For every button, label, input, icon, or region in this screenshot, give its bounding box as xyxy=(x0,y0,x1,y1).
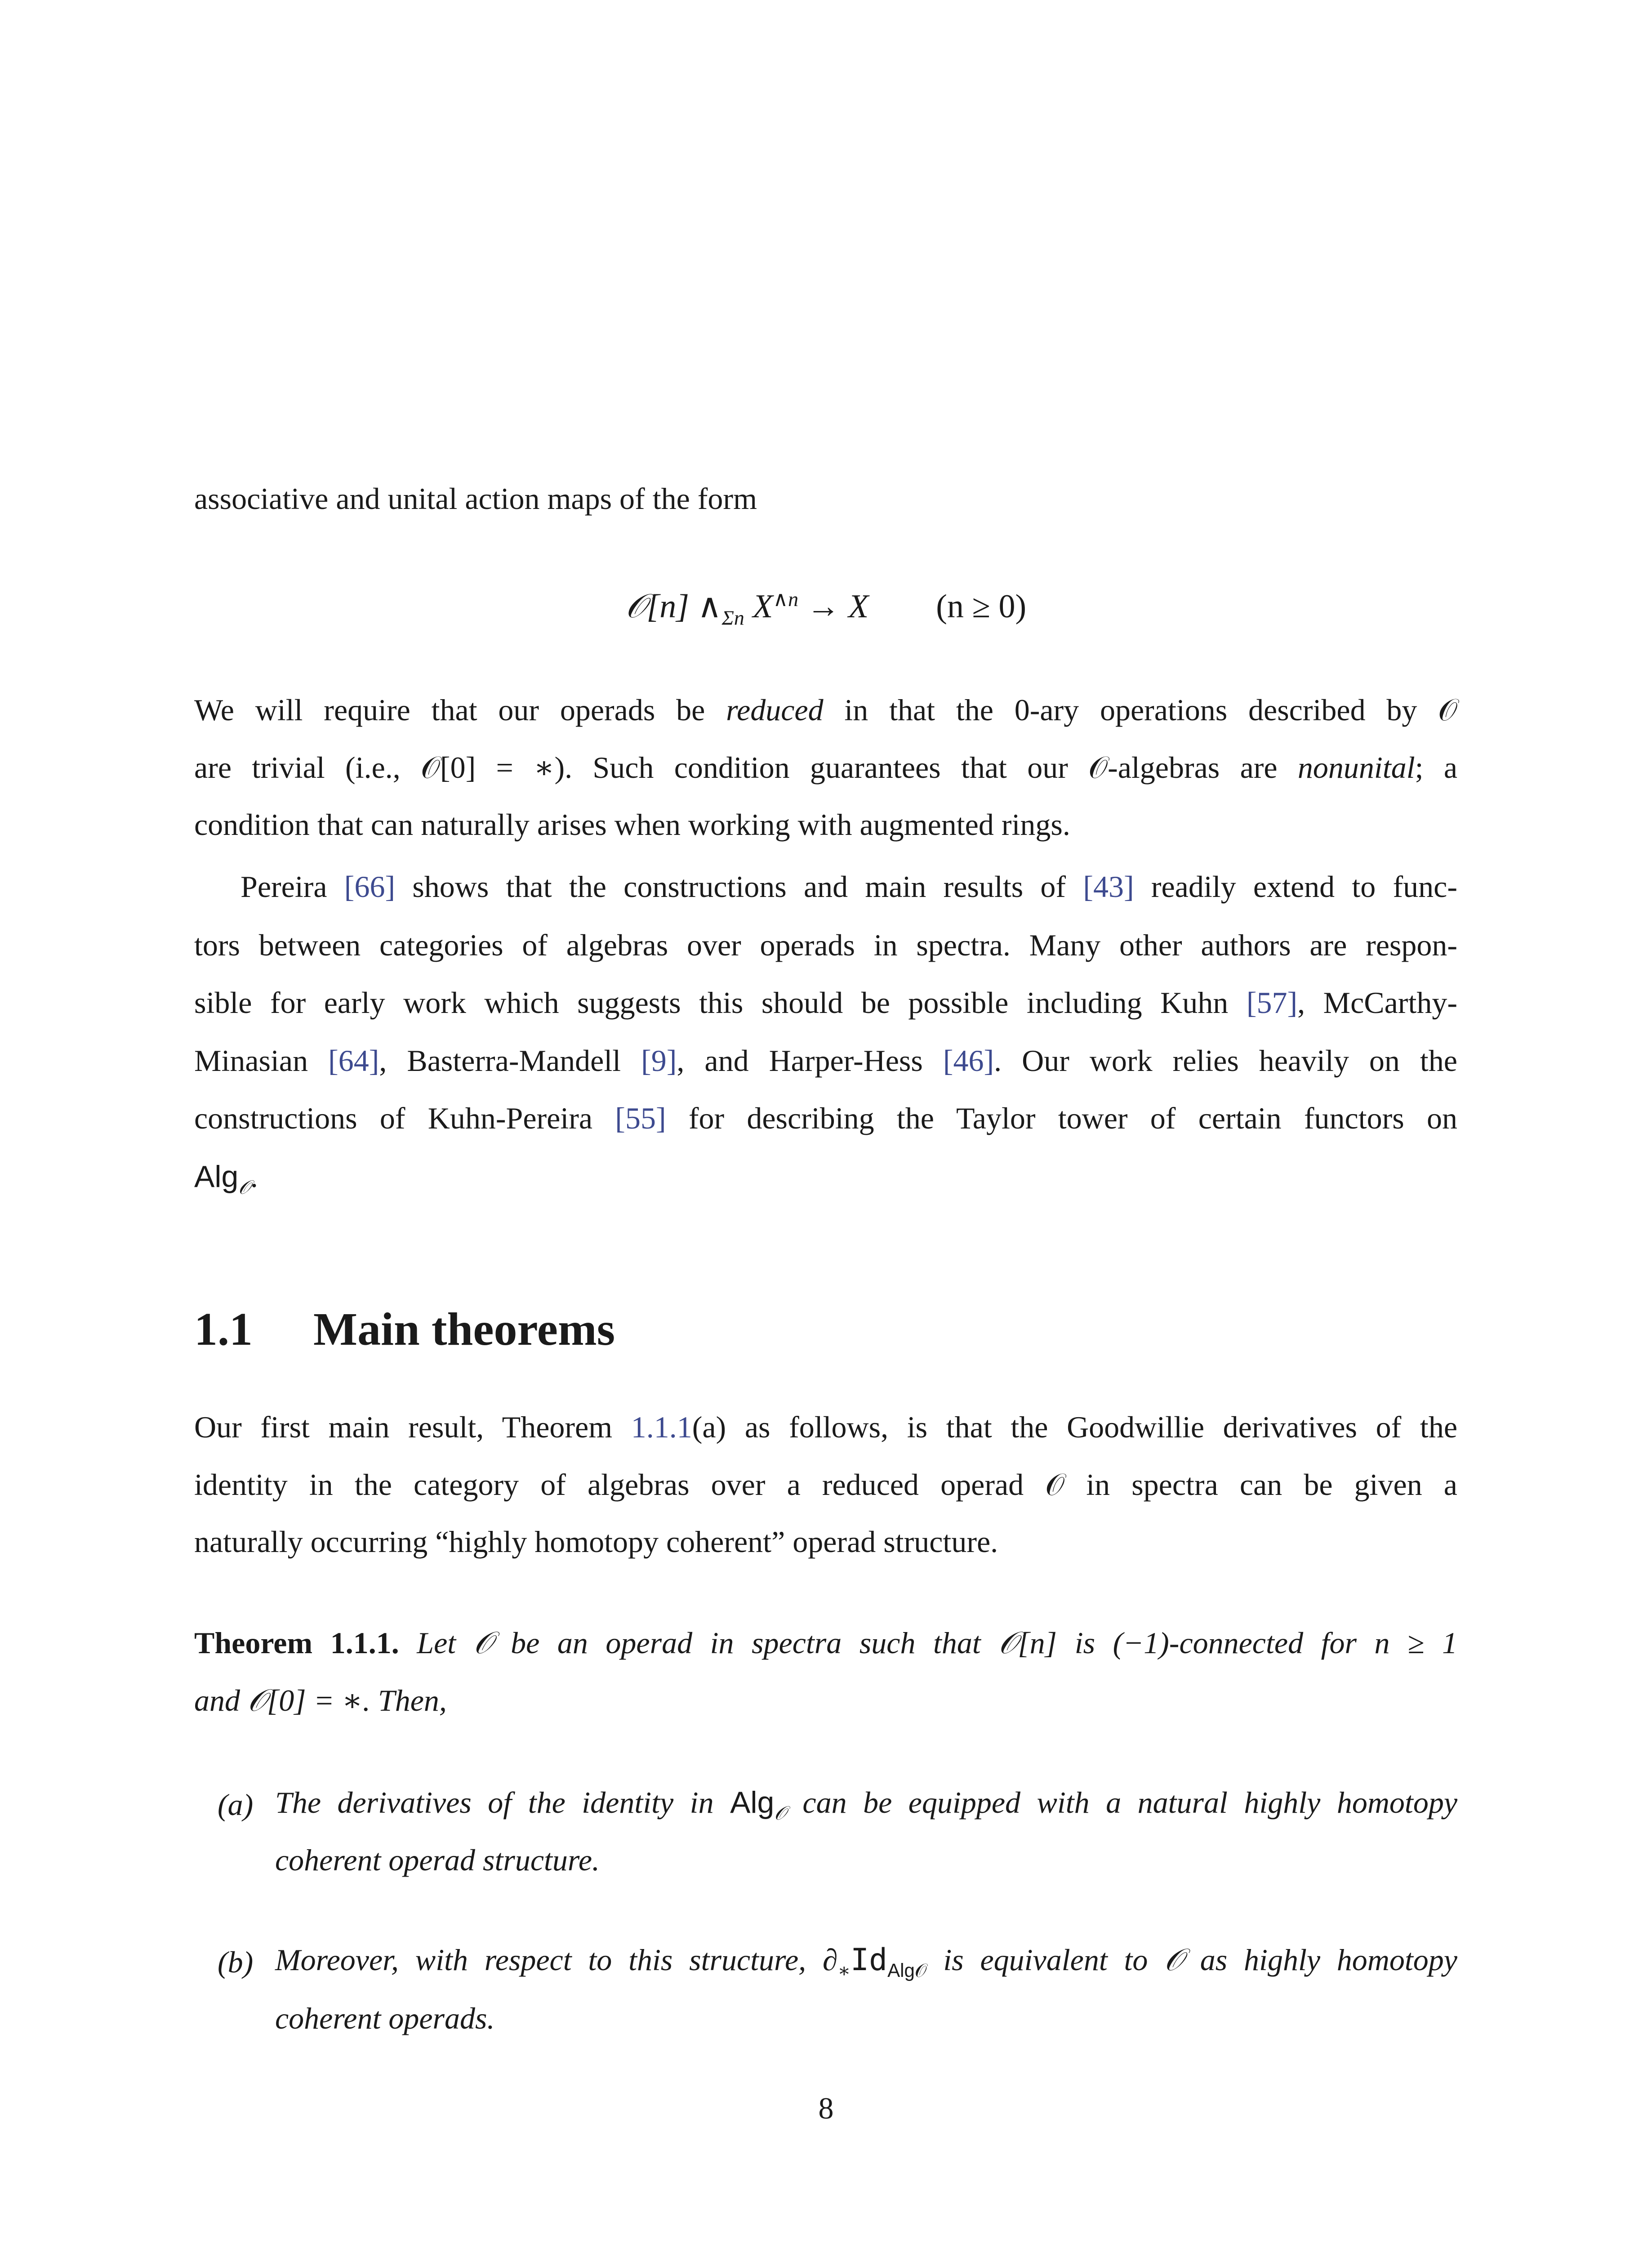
text-span: (a) as follows, is that the Goodwillie derivatives of the xyxy=(692,1410,1457,1444)
text-span: for describing the Taylor tower of certain functors on xyxy=(666,1101,1457,1135)
text-span: identity in the category of algebras over a reduced operad 𝒪 in spectra can be given a xyxy=(194,1467,1457,1502)
display-equation xyxy=(0,589,1652,628)
text-span: coherent operads. xyxy=(275,2001,495,2035)
text-span: Moreover, with respect to this structure, ∂ xyxy=(275,1943,838,1977)
citation-link[interactable]: [43] xyxy=(1083,870,1134,904)
reduced-line-2 xyxy=(194,752,1457,783)
item-a-label: (a) xyxy=(218,1788,254,1822)
citation-link[interactable]: [66] xyxy=(344,870,396,904)
text-span: readily extend to func- xyxy=(1134,870,1457,904)
text-span: , Basterra-Mandell xyxy=(379,1044,641,1078)
reduced-line-1 xyxy=(194,695,1457,725)
section-heading xyxy=(194,1303,615,1355)
citation-link[interactable]: [46] xyxy=(943,1044,994,1078)
text-span: sible for early work which suggests this should be possible including Kuhn xyxy=(194,986,1247,1020)
eq-subscript: Σn xyxy=(721,606,744,629)
theorem-ref-link[interactable]: 1.1.1 xyxy=(631,1410,692,1444)
text-span: Our first main result, Theorem xyxy=(194,1410,631,1444)
text-span: can be equipped with a natural highly homotopy xyxy=(786,1785,1458,1820)
citation-link[interactable]: [57] xyxy=(1246,986,1298,1020)
text-span: Minasian xyxy=(194,1044,329,1078)
text-span: coherent operad structure. xyxy=(275,1843,600,1877)
text-span: ; a xyxy=(1415,750,1458,785)
pereira-line-4 xyxy=(194,1045,1457,1076)
intro-line xyxy=(194,483,1457,514)
text-span: associative and unital action maps of the form xyxy=(194,482,757,516)
id-subscript: Alg𝒪 xyxy=(887,1959,927,1981)
emphasis-nonunital: nonunital xyxy=(1297,750,1415,785)
text-span: are trivial (i.e., 𝒪[0] = ∗). Such condition guarantees that our 𝒪-algebras are xyxy=(194,750,1298,785)
citation-link[interactable]: [55] xyxy=(615,1101,666,1135)
text-span: tors between categories of algebras over operads in spectra. Many other authors are respon- xyxy=(194,928,1457,962)
citation-link[interactable]: [64] xyxy=(328,1044,379,1078)
emphasis-reduced: reduced xyxy=(726,693,824,727)
text-span: condition that can naturally arises when working with augmented rings. xyxy=(194,807,1070,842)
item-a-line-2 xyxy=(275,1845,1457,1875)
theorem-label: Theorem 1.1.1. xyxy=(194,1626,399,1660)
item-b-line-2 xyxy=(275,2003,1457,2034)
text-span: Let 𝒪 be an operad in spectra such that 𝒪[n] is (−1)-connected for n ≥ 1 xyxy=(399,1626,1457,1660)
item-a-line-1 xyxy=(275,1787,1457,1823)
text-span: shows that the constructions and main results of xyxy=(395,870,1083,904)
alg-symbol: Alg xyxy=(194,1160,239,1194)
alg-subscript: 𝒪 xyxy=(238,1177,250,1198)
pereira-line-5 xyxy=(194,1103,1457,1133)
eq-superscript: ∧n xyxy=(773,588,799,611)
text-span: constructions of Kuhn-Pereira xyxy=(194,1101,615,1135)
section-number: 1.1 xyxy=(194,1303,253,1355)
partial-subscript: ∗ xyxy=(837,1960,851,1981)
text-span: is equivalent to 𝒪 as highly homotopy xyxy=(926,1943,1457,1977)
section-title: Main theorems xyxy=(313,1303,615,1355)
text-span: naturally occurring “highly homotopy coherent” operad structure. xyxy=(194,1525,998,1559)
alg-subscript: 𝒪 xyxy=(774,1802,786,1824)
text-span: and 𝒪[0] = ∗. Then, xyxy=(194,1683,447,1717)
text-span: We will require that our operads be xyxy=(194,693,726,727)
text-span: , McCarthy- xyxy=(1297,986,1457,1020)
alg-symbol: Alg xyxy=(730,1785,775,1820)
theorem-line-2 xyxy=(194,1685,1457,1716)
main-line-2 xyxy=(194,1469,1457,1500)
eq-lhs: 𝒪[n] ∧ xyxy=(625,588,722,625)
text-span: in that the 0-ary operations described by 𝒪 xyxy=(823,693,1457,727)
text-span: The derivatives of the identity in xyxy=(275,1785,730,1820)
pereira-line-6 xyxy=(194,1161,1457,1197)
page-number: 8 xyxy=(818,2091,834,2125)
text-span: . xyxy=(250,1160,258,1194)
main-line-3 xyxy=(194,1526,1457,1557)
text-span: Pereira xyxy=(240,870,344,904)
text-span: . Our work relies heavily on the xyxy=(994,1044,1457,1078)
eq-condition: (n ≥ 0) xyxy=(936,588,1027,625)
pereira-line-2 xyxy=(194,930,1457,960)
text-span: , and Harper-Hess xyxy=(677,1044,943,1078)
item-b-label: (b) xyxy=(218,1945,254,1979)
citation-link[interactable]: [9] xyxy=(641,1044,677,1078)
pereira-line-3 xyxy=(194,987,1457,1018)
main-line-1 xyxy=(194,1412,1457,1442)
pereira-line-1 xyxy=(240,871,1457,902)
item-b-line-1 xyxy=(275,1942,1457,1981)
id-symbol: Id xyxy=(850,1942,888,1978)
eq-rhs: → X xyxy=(798,588,869,625)
reduced-line-3 xyxy=(194,809,1457,840)
theorem-line-1 xyxy=(194,1628,1457,1658)
eq-x: X xyxy=(744,588,773,625)
